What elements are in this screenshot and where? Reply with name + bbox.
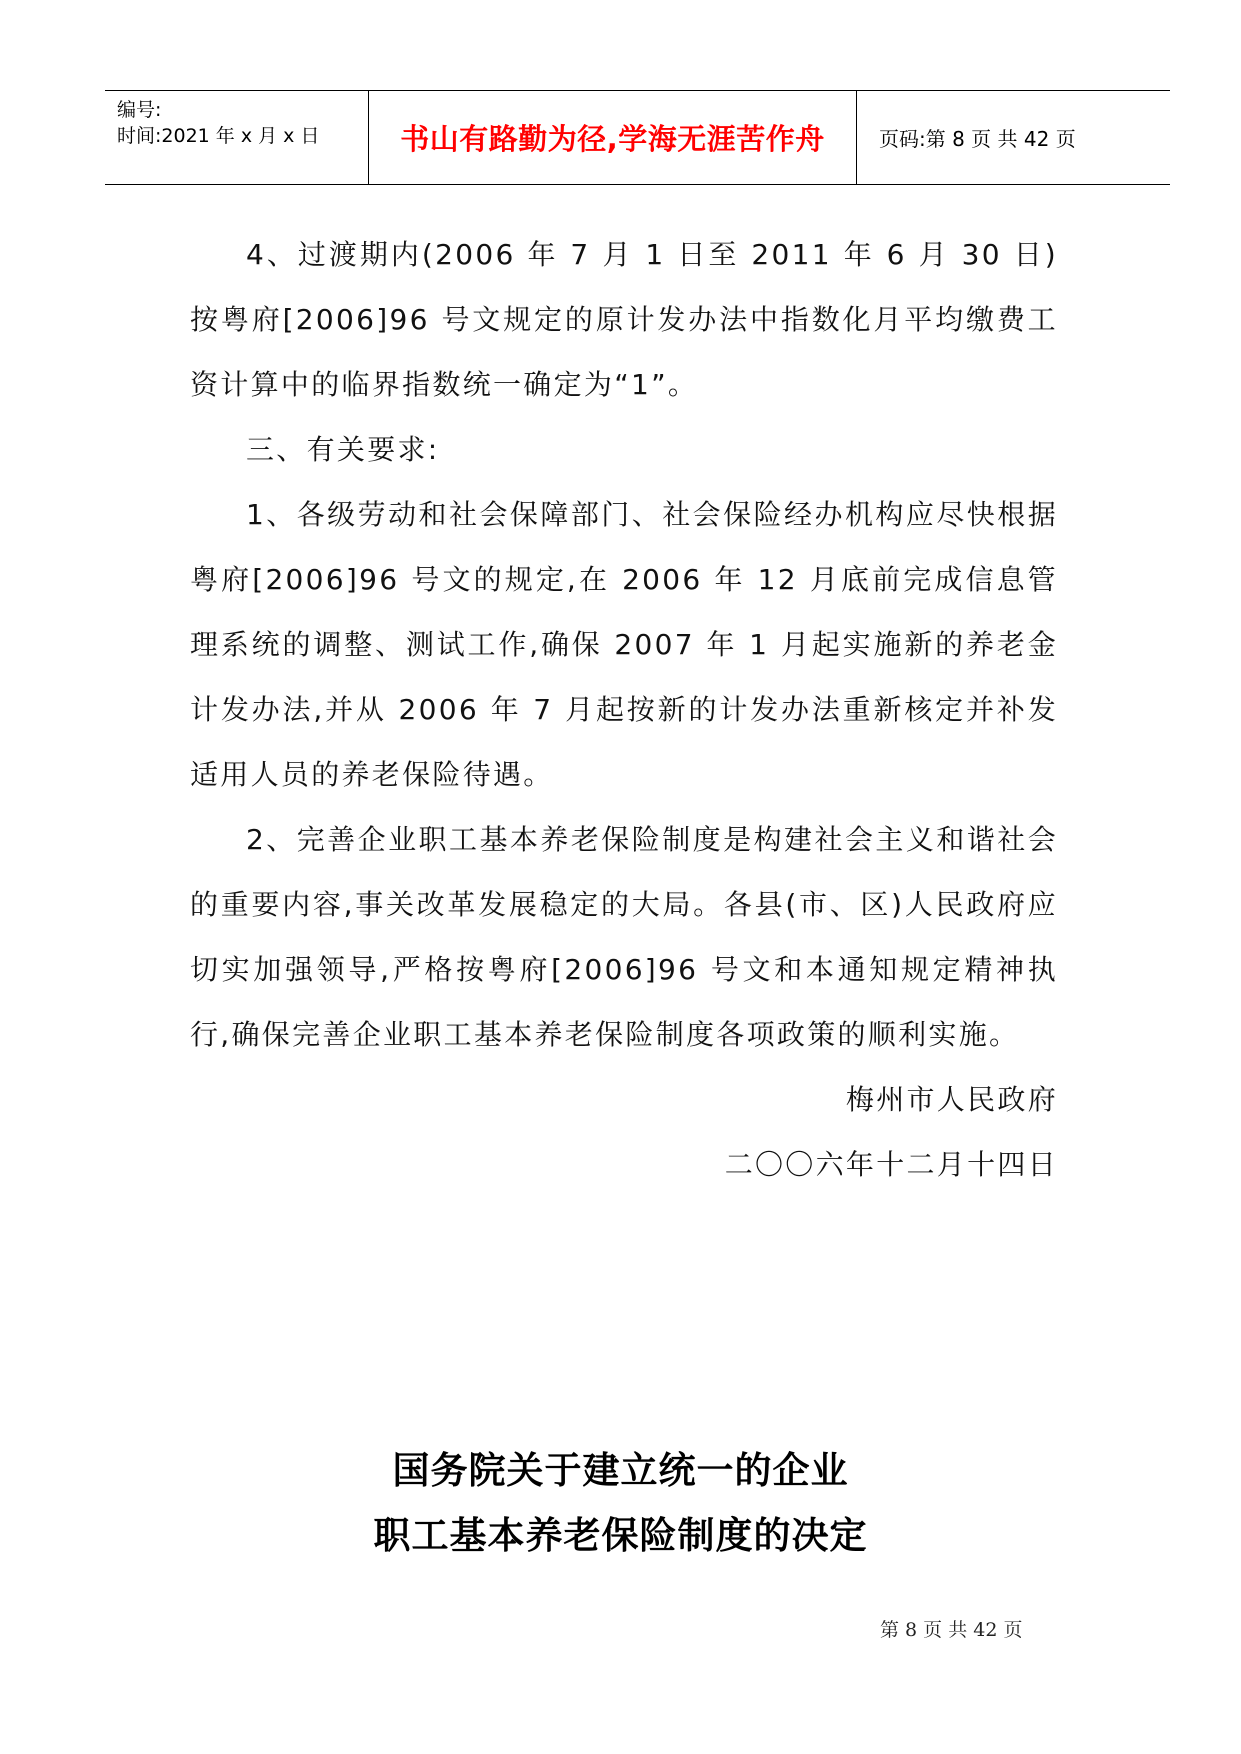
signature-org: 梅州市人民政府 [845, 1083, 1058, 1116]
header-page-info: 页码:第 8 页 共 42 页 [879, 127, 1076, 151]
paragraph-transition-period: 4、过渡期内(2006 年 7 月 1 日至 2011 年 6 月 30 日)按粤府[2006]96 号文规定的原计发办法中指数化月平均缴费工资计算中的临界指数统一确定为“1”。 [190, 238, 1058, 401]
motto: 书山有路勤为径,学海无涯苦作舟 [400, 122, 825, 156]
paragraph-requirements-heading: 三、有关要求: [246, 433, 440, 466]
header-motto-cell [369, 91, 857, 184]
next-doc-title-line1: 国务院关于建立统一的企业 [392, 1449, 849, 1492]
paragraph-requirement-1: 1、各级劳动和社会保障部门、社会保险经办机构应尽快根据粤府[2006]96 号文的规定,在 2006 年 12 月底前完成信息管理系统的调整、测试工作,确保 2007 年 1 月起实施新的养老金计发办法,并从 2006 年 7 月起按新的计发办法重新核定并补发适用人员的养老保险待遇。 [190, 498, 1058, 791]
document-body [190, 222, 1058, 1197]
paragraph-requirement-2: 2、完善企业职工基本养老保险制度是构建社会主义和谐社会的重要内容,事关改革发展稳定的大局。各县(市、区)人民政府应切实加强领导,严格按粤府[2006]96 号文和本通知规定精神执行,确保完善企业职工基本养老保险制度各项政策的顺利实施。 [190, 823, 1058, 1051]
footer-page-number: 第 8 页 共 42 页 [880, 1619, 1023, 1641]
header-meta-cell [105, 91, 369, 184]
number-label: 编号: [117, 99, 162, 121]
page-header [105, 90, 1170, 185]
signature-date: 二〇〇六年十二月十四日 [724, 1148, 1058, 1181]
header-page-cell [857, 91, 1170, 184]
next-doc-title-line2: 职工基本养老保险制度的决定 [373, 1514, 868, 1557]
time-label: 时间:2021 年 x 月 x 日 [117, 125, 320, 147]
